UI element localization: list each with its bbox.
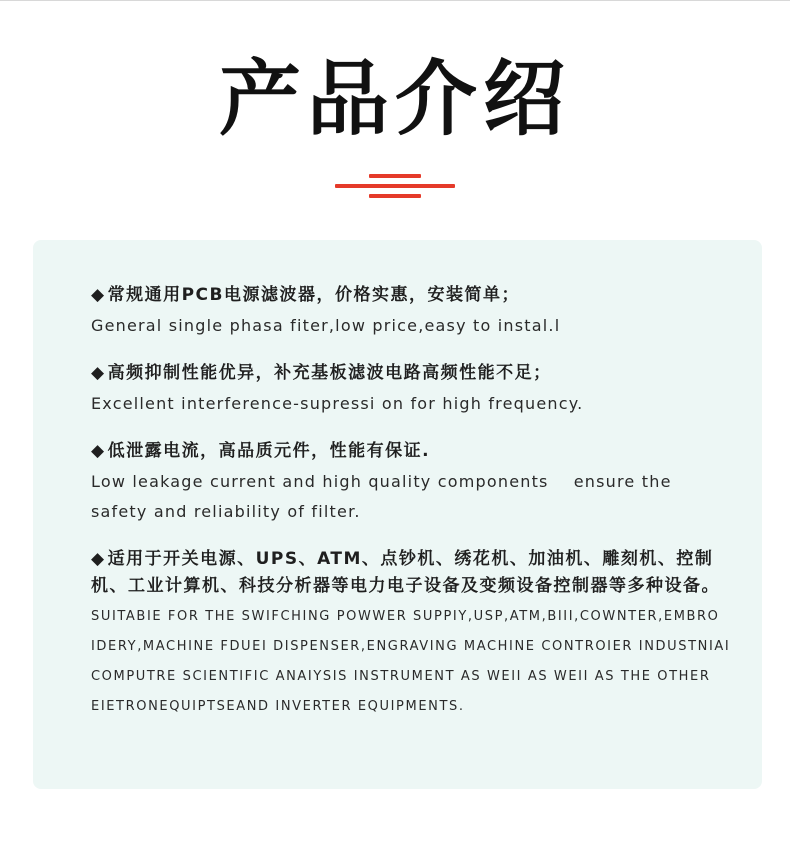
title-decoration [335, 172, 455, 202]
feature-zh-label: 适用于开关电源、UPS、ATM、点钞机、绣花机、加油机、雕刻机、控制机、工业计算机、科技分析器等电力电子设备及变频设备控制器等多种设备。 [91, 549, 720, 596]
feature-en-text: SUITABIE FOR THE SWIFCHING POWWER SUPPIY,USP,ATM,BIII,COWNTER,EMBRO IDERY,MACHINE FDUEI DISPENSER,ENGRAVING MACHINE CONTROIER INDUSTNIAI COMPUTRE SCIENTIFIC ANAIYSIS INSTRUMENT AS WEII AS WEII AS THE OTHER EIETRONEQUIPTSEAND INVERTER EQUIPMENTS. [91, 609, 731, 714]
diamond-bullet-icon: ◆ [91, 549, 106, 569]
feature-zh-text [91, 546, 731, 600]
feature-zh-label: 低泄露电流，高品质元件，性能有保证. [107, 441, 431, 461]
top-divider [0, 0, 790, 1]
diamond-bullet-icon: ◆ [91, 441, 106, 461]
content-panel [33, 240, 762, 789]
page-title: 产品介绍 [218, 52, 571, 147]
feature-en-text: Low leakage current and high quality components ensure the safety and reliability of filter. [91, 472, 678, 521]
feature-zh-text [91, 360, 731, 387]
feature-item [91, 360, 731, 419]
feature-item [91, 282, 731, 341]
decoration-bar-middle [335, 184, 455, 188]
feature-en-text: General single phasa fiter,low price,easy to instal.l [91, 316, 561, 335]
feature-item [91, 546, 731, 722]
diamond-bullet-icon: ◆ [91, 363, 106, 383]
feature-zh-label: 常规通用PCB电源滤波器，价格实惠，安装简单； [107, 285, 520, 305]
diamond-bullet-icon: ◆ [91, 285, 106, 305]
feature-zh-label: 高频抑制性能优异，补充基板滤波电路高频性能不足； [107, 363, 552, 383]
feature-en-text: Excellent interference-supressi on for high frequency. [91, 394, 584, 413]
feature-zh-text [91, 438, 731, 465]
feature-zh-text [91, 282, 731, 309]
feature-item [91, 438, 731, 527]
decoration-bar-top [369, 174, 421, 178]
decoration-bar-bottom [369, 194, 421, 198]
